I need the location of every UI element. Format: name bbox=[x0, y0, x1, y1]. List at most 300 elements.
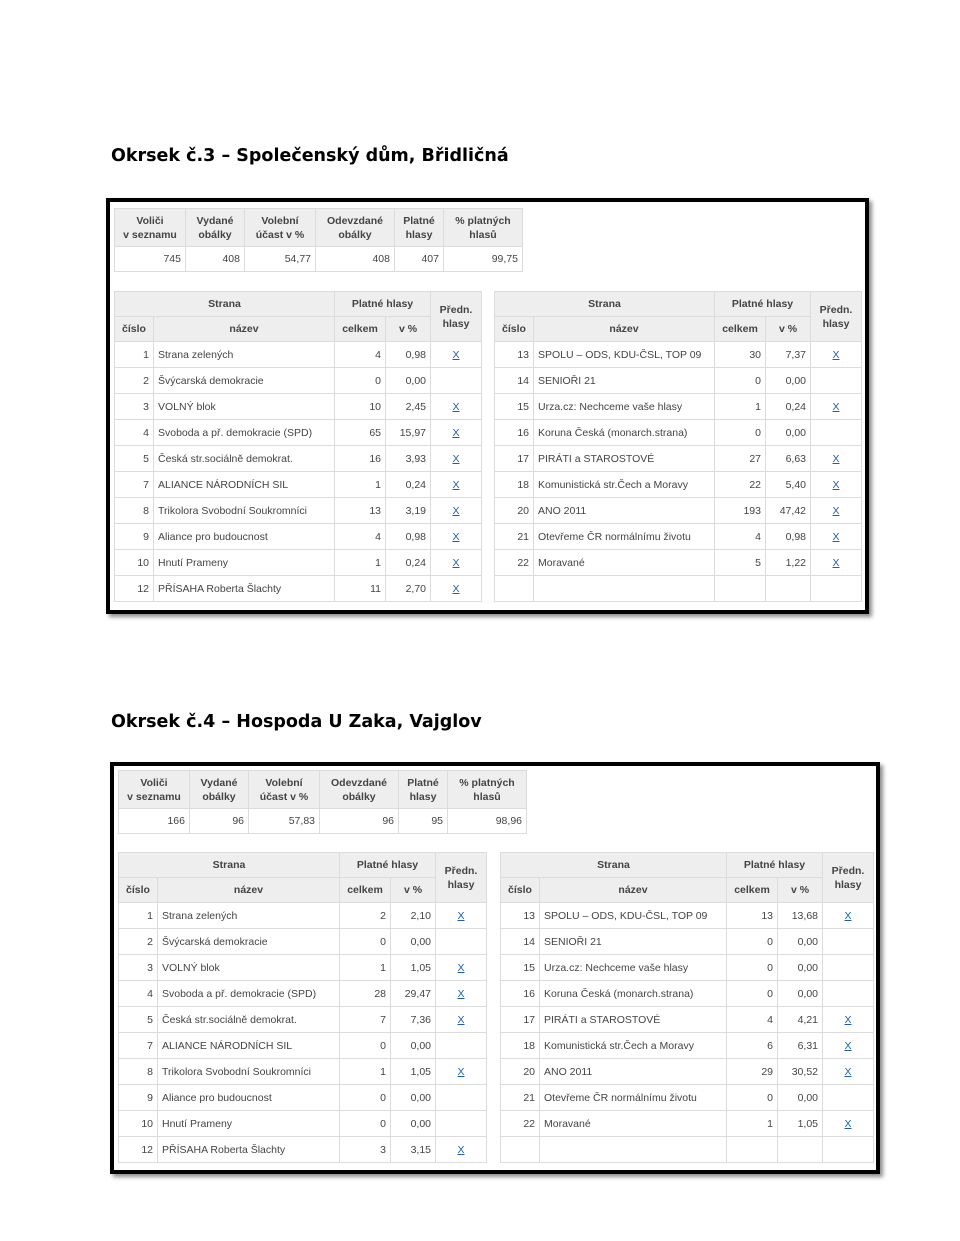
preferential-votes-link[interactable]: X bbox=[452, 530, 460, 543]
party-vote-percent: 0,00 bbox=[778, 929, 823, 955]
party-number: 22 bbox=[501, 1111, 540, 1137]
party-vote-percent: 0,98 bbox=[766, 524, 811, 550]
table-row bbox=[115, 498, 482, 524]
party-number: 18 bbox=[495, 472, 534, 498]
header-party: Strana bbox=[495, 292, 715, 317]
party-vote-percent: 0,98 bbox=[386, 524, 431, 550]
party-total-votes: 0 bbox=[335, 368, 386, 394]
header-percent: v % bbox=[778, 878, 823, 903]
table-row bbox=[119, 981, 487, 1007]
party-number: 2 bbox=[119, 929, 158, 955]
party-total-votes: 0 bbox=[340, 1085, 391, 1111]
table-row bbox=[115, 550, 482, 576]
party-table-left bbox=[114, 291, 482, 602]
party-preferential-cell bbox=[436, 903, 487, 929]
party-vote-percent: 0,00 bbox=[391, 1085, 436, 1111]
party-total-votes: 16 bbox=[335, 446, 386, 472]
party-number: 12 bbox=[115, 576, 154, 602]
party-number: 4 bbox=[119, 981, 158, 1007]
party-name: SENIOŘI 21 bbox=[540, 929, 727, 955]
party-total-votes: 1 bbox=[340, 955, 391, 981]
party-name: Švýcarská demokracie bbox=[154, 368, 335, 394]
party-preferential-cell bbox=[823, 1137, 874, 1163]
party-total-votes: 13 bbox=[727, 903, 778, 929]
party-number: 5 bbox=[119, 1007, 158, 1033]
party-vote-percent: 0,00 bbox=[391, 1033, 436, 1059]
party-name: SPOLU – ODS, KDU-ČSL, TOP 09 bbox=[540, 903, 727, 929]
party-table-right bbox=[500, 852, 874, 1163]
summary-header-valid-percent: % platných hlasů bbox=[448, 771, 527, 809]
party-name: Komunistická str.Čech a Moravy bbox=[534, 472, 715, 498]
preferential-votes-link[interactable]: X bbox=[457, 1143, 465, 1156]
header-party: Strana bbox=[501, 853, 727, 878]
preferential-votes-link[interactable]: X bbox=[452, 452, 460, 465]
party-vote-percent: 2,70 bbox=[386, 576, 431, 602]
party-total-votes: 1 bbox=[335, 550, 386, 576]
header-total: celkem bbox=[727, 878, 778, 903]
party-name: Aliance pro budoucnost bbox=[154, 524, 335, 550]
party-total-votes: 4 bbox=[335, 342, 386, 368]
party-vote-percent: 6,31 bbox=[778, 1033, 823, 1059]
party-total-votes: 10 bbox=[335, 394, 386, 420]
party-table-right bbox=[494, 291, 862, 602]
party-name: VOLNÝ blok bbox=[154, 394, 335, 420]
table-row bbox=[501, 1033, 874, 1059]
preferential-votes-link[interactable]: X bbox=[457, 961, 465, 974]
party-name: Moravané bbox=[534, 550, 715, 576]
preferential-votes-link[interactable]: X bbox=[452, 582, 460, 595]
party-number: 20 bbox=[501, 1059, 540, 1085]
party-name: SENIOŘI 21 bbox=[534, 368, 715, 394]
header-valid-votes: Platné hlasy bbox=[335, 292, 431, 317]
district-results-panel bbox=[106, 198, 869, 614]
header-number: číslo bbox=[501, 878, 540, 903]
party-number: 20 bbox=[495, 498, 534, 524]
party-name: Hnutí Prameny bbox=[154, 550, 335, 576]
party-name: PIRÁTI a STAROSTOVÉ bbox=[534, 446, 715, 472]
preferential-votes-link[interactable]: X bbox=[832, 478, 840, 491]
party-name: Koruna Česká (monarch.strana) bbox=[540, 981, 727, 1007]
party-name: ALIANCE NÁRODNÍCH SIL bbox=[158, 1033, 340, 1059]
party-number: 21 bbox=[501, 1085, 540, 1111]
preferential-votes-link[interactable]: X bbox=[452, 400, 460, 413]
party-name: Svoboda a př. demokracie (SPD) bbox=[158, 981, 340, 1007]
party-vote-percent bbox=[766, 576, 811, 602]
header-valid-votes: Platné hlasy bbox=[340, 853, 436, 878]
table-row bbox=[495, 498, 862, 524]
summary-header-envelopes-issued: Vydané obálky bbox=[186, 209, 245, 247]
preferential-votes-link[interactable]: X bbox=[844, 1117, 852, 1130]
party-preferential-cell bbox=[823, 1007, 874, 1033]
party-total-votes: 28 bbox=[340, 981, 391, 1007]
table-row bbox=[495, 576, 862, 602]
district-title: Okrsek č.3 – Společenský dům, Břidličná bbox=[111, 146, 509, 166]
summary-valid-percent: 99,75 bbox=[444, 247, 523, 272]
preferential-votes-link[interactable]: X bbox=[844, 909, 852, 922]
party-vote-percent: 3,19 bbox=[386, 498, 431, 524]
table-row bbox=[119, 929, 487, 955]
table-row bbox=[119, 1007, 487, 1033]
party-vote-percent: 2,10 bbox=[391, 903, 436, 929]
party-name: PIRÁTI a STAROSTOVÉ bbox=[540, 1007, 727, 1033]
header-preferential-votes: Předn. hlasy bbox=[431, 292, 482, 342]
party-vote-percent: 0,00 bbox=[778, 1085, 823, 1111]
party-preferential-cell bbox=[436, 1137, 487, 1163]
summary-header-registered: Voliči v seznamu bbox=[115, 209, 186, 247]
party-total-votes: 29 bbox=[727, 1059, 778, 1085]
party-name: Urza.cz: Nechceme vaše hlasy bbox=[540, 955, 727, 981]
district-title: Okrsek č.4 – Hospoda U Zaka, Vajglov bbox=[111, 712, 482, 732]
party-vote-percent: 0,00 bbox=[391, 1111, 436, 1137]
preferential-votes-link[interactable]: X bbox=[832, 556, 840, 569]
table-row bbox=[115, 446, 482, 472]
party-name: ALIANCE NÁRODNÍCH SIL bbox=[154, 472, 335, 498]
party-vote-percent: 6,63 bbox=[766, 446, 811, 472]
summary-envelopes-issued: 96 bbox=[190, 809, 249, 834]
header-number: číslo bbox=[119, 878, 158, 903]
party-preferential-cell bbox=[436, 981, 487, 1007]
summary-turnout: 57,83 bbox=[249, 809, 320, 834]
party-number: 3 bbox=[119, 955, 158, 981]
party-name: Česká str.sociálně demokrat. bbox=[154, 446, 335, 472]
preferential-votes-link[interactable]: X bbox=[844, 1065, 852, 1078]
party-name: Urza.cz: Nechceme vaše hlasy bbox=[534, 394, 715, 420]
party-total-votes: 0 bbox=[715, 420, 766, 446]
party-number: 2 bbox=[115, 368, 154, 394]
table-row bbox=[495, 524, 862, 550]
party-name: Aliance pro budoucnost bbox=[158, 1085, 340, 1111]
summary-envelopes-returned: 96 bbox=[320, 809, 399, 834]
party-preferential-cell bbox=[431, 394, 482, 420]
party-total-votes: 6 bbox=[727, 1033, 778, 1059]
preferential-votes-link[interactable]: X bbox=[832, 530, 840, 543]
party-total-votes: 4 bbox=[715, 524, 766, 550]
party-total-votes: 1 bbox=[715, 394, 766, 420]
party-total-votes: 1 bbox=[727, 1111, 778, 1137]
summary-valid-percent: 98,96 bbox=[448, 809, 527, 834]
table-row bbox=[501, 955, 874, 981]
preferential-votes-link[interactable]: X bbox=[457, 909, 465, 922]
party-total-votes bbox=[727, 1137, 778, 1163]
party-name: Česká str.sociálně demokrat. bbox=[158, 1007, 340, 1033]
party-number bbox=[495, 576, 534, 602]
party-number: 12 bbox=[119, 1137, 158, 1163]
party-preferential-cell bbox=[431, 342, 482, 368]
table-row bbox=[119, 1085, 487, 1111]
party-preferential-cell bbox=[436, 1059, 487, 1085]
summary-table bbox=[118, 770, 527, 834]
party-name: Trikolora Svobodní Soukromníci bbox=[158, 1059, 340, 1085]
header-number: číslo bbox=[495, 317, 534, 342]
table-row bbox=[115, 368, 482, 394]
party-preferential-cell bbox=[436, 1085, 487, 1111]
party-vote-percent: 0,00 bbox=[778, 955, 823, 981]
party-total-votes: 1 bbox=[335, 472, 386, 498]
party-preferential-cell bbox=[823, 1059, 874, 1085]
preferential-votes-link[interactable]: X bbox=[832, 452, 840, 465]
party-vote-percent: 0,00 bbox=[386, 368, 431, 394]
party-number: 10 bbox=[115, 550, 154, 576]
party-total-votes: 5 bbox=[715, 550, 766, 576]
party-name: Otevřeme ČR normálnímu životu bbox=[534, 524, 715, 550]
preferential-votes-link[interactable]: X bbox=[457, 1065, 465, 1078]
preferential-votes-link[interactable]: X bbox=[832, 400, 840, 413]
header-percent: v % bbox=[766, 317, 811, 342]
party-vote-percent: 7,37 bbox=[766, 342, 811, 368]
summary-header-envelopes-returned: Odevzdané obálky bbox=[316, 209, 395, 247]
party-total-votes: 0 bbox=[340, 1033, 391, 1059]
preferential-votes-link[interactable]: X bbox=[832, 348, 840, 361]
party-total-votes: 0 bbox=[340, 1111, 391, 1137]
party-table-left bbox=[118, 852, 487, 1163]
summary-valid-votes: 407 bbox=[395, 247, 444, 272]
party-number: 8 bbox=[119, 1059, 158, 1085]
party-number: 22 bbox=[495, 550, 534, 576]
party-name bbox=[534, 576, 715, 602]
party-preferential-cell bbox=[436, 1033, 487, 1059]
summary-header-turnout: Volební účast v % bbox=[245, 209, 316, 247]
party-preferential-cell bbox=[811, 524, 862, 550]
preferential-votes-link[interactable]: X bbox=[452, 504, 460, 517]
table-row bbox=[115, 576, 482, 602]
header-valid-votes: Platné hlasy bbox=[715, 292, 811, 317]
party-preferential-cell bbox=[431, 472, 482, 498]
header-number: číslo bbox=[115, 317, 154, 342]
party-preferential-cell bbox=[823, 1085, 874, 1111]
party-vote-percent: 3,93 bbox=[386, 446, 431, 472]
party-number: 17 bbox=[495, 446, 534, 472]
party-number: 1 bbox=[119, 903, 158, 929]
party-number: 18 bbox=[501, 1033, 540, 1059]
party-total-votes: 7 bbox=[340, 1007, 391, 1033]
party-vote-percent: 30,52 bbox=[778, 1059, 823, 1085]
table-row bbox=[115, 420, 482, 446]
header-preferential-votes: Předn. hlasy bbox=[823, 853, 874, 903]
preferential-votes-link[interactable]: X bbox=[832, 504, 840, 517]
party-vote-percent: 4,21 bbox=[778, 1007, 823, 1033]
party-preferential-cell bbox=[811, 576, 862, 602]
summary-header-turnout: Volební účast v % bbox=[249, 771, 320, 809]
party-number: 16 bbox=[495, 420, 534, 446]
party-preferential-cell bbox=[811, 342, 862, 368]
party-preferential-cell bbox=[823, 903, 874, 929]
table-row bbox=[119, 1033, 487, 1059]
party-name: Svoboda a př. demokracie (SPD) bbox=[154, 420, 335, 446]
party-number: 14 bbox=[495, 368, 534, 394]
party-number bbox=[501, 1137, 540, 1163]
party-total-votes: 11 bbox=[335, 576, 386, 602]
party-number: 1 bbox=[115, 342, 154, 368]
table-row bbox=[501, 1007, 874, 1033]
party-name: Strana zelených bbox=[158, 903, 340, 929]
party-vote-percent: 47,42 bbox=[766, 498, 811, 524]
party-total-votes: 2 bbox=[340, 903, 391, 929]
party-name: Otevřeme ČR normálnímu životu bbox=[540, 1085, 727, 1111]
party-total-votes: 22 bbox=[715, 472, 766, 498]
summary-table bbox=[114, 208, 523, 272]
party-vote-percent: 3,15 bbox=[391, 1137, 436, 1163]
party-total-votes bbox=[715, 576, 766, 602]
party-preferential-cell bbox=[431, 550, 482, 576]
preferential-votes-link[interactable]: X bbox=[452, 556, 460, 569]
party-preferential-cell bbox=[431, 498, 482, 524]
party-preferential-cell bbox=[823, 1033, 874, 1059]
table-row bbox=[115, 394, 482, 420]
table-row bbox=[495, 550, 862, 576]
party-preferential-cell bbox=[431, 420, 482, 446]
party-number: 8 bbox=[115, 498, 154, 524]
table-row bbox=[119, 903, 487, 929]
summary-envelopes-returned: 408 bbox=[316, 247, 395, 272]
party-number: 5 bbox=[115, 446, 154, 472]
party-total-votes: 4 bbox=[727, 1007, 778, 1033]
party-number: 15 bbox=[495, 394, 534, 420]
party-name: Strana zelených bbox=[154, 342, 335, 368]
preferential-votes-link[interactable]: X bbox=[844, 1013, 852, 1026]
district-results-panel bbox=[110, 762, 880, 1174]
party-number: 9 bbox=[119, 1085, 158, 1111]
header-name: název bbox=[534, 317, 715, 342]
party-name bbox=[540, 1137, 727, 1163]
party-vote-percent: 0,00 bbox=[766, 420, 811, 446]
table-row bbox=[115, 524, 482, 550]
summary-header-valid-percent: % platných hlasů bbox=[444, 209, 523, 247]
party-total-votes: 13 bbox=[335, 498, 386, 524]
table-row bbox=[119, 955, 487, 981]
table-row bbox=[119, 1137, 487, 1163]
preferential-votes-link[interactable]: X bbox=[452, 478, 460, 491]
party-number: 3 bbox=[115, 394, 154, 420]
table-row bbox=[495, 472, 862, 498]
header-name: název bbox=[158, 878, 340, 903]
table-row bbox=[495, 446, 862, 472]
party-vote-percent: 0,00 bbox=[391, 929, 436, 955]
table-row bbox=[495, 394, 862, 420]
party-total-votes: 0 bbox=[727, 1085, 778, 1111]
party-total-votes: 0 bbox=[727, 955, 778, 981]
party-preferential-cell bbox=[431, 368, 482, 394]
party-name: VOLNÝ blok bbox=[158, 955, 340, 981]
party-vote-percent: 2,45 bbox=[386, 394, 431, 420]
party-preferential-cell bbox=[823, 929, 874, 955]
party-preferential-cell bbox=[811, 368, 862, 394]
party-preferential-cell bbox=[823, 955, 874, 981]
party-vote-percent: 1,05 bbox=[391, 955, 436, 981]
party-preferential-cell bbox=[811, 472, 862, 498]
preferential-votes-link[interactable]: X bbox=[844, 1039, 852, 1052]
party-name: Trikolora Svobodní Soukromníci bbox=[154, 498, 335, 524]
party-vote-percent: 1,22 bbox=[766, 550, 811, 576]
party-number: 14 bbox=[501, 929, 540, 955]
party-total-votes: 1 bbox=[340, 1059, 391, 1085]
header-valid-votes: Platné hlasy bbox=[727, 853, 823, 878]
header-total: celkem bbox=[340, 878, 391, 903]
party-vote-percent: 1,05 bbox=[391, 1059, 436, 1085]
summary-header-envelopes-returned: Odevzdané obálky bbox=[320, 771, 399, 809]
party-preferential-cell bbox=[431, 576, 482, 602]
header-party: Strana bbox=[115, 292, 335, 317]
table-row bbox=[495, 420, 862, 446]
party-total-votes: 193 bbox=[715, 498, 766, 524]
party-total-votes: 0 bbox=[727, 929, 778, 955]
party-total-votes: 0 bbox=[715, 368, 766, 394]
party-number: 16 bbox=[501, 981, 540, 1007]
table-row bbox=[119, 1111, 487, 1137]
table-row bbox=[115, 342, 482, 368]
party-name: Hnutí Prameny bbox=[158, 1111, 340, 1137]
party-number: 4 bbox=[115, 420, 154, 446]
party-name: Komunistická str.Čech a Moravy bbox=[540, 1033, 727, 1059]
party-number: 7 bbox=[115, 472, 154, 498]
summary-header-envelopes-issued: Vydané obálky bbox=[190, 771, 249, 809]
party-number: 15 bbox=[501, 955, 540, 981]
party-total-votes: 27 bbox=[715, 446, 766, 472]
party-vote-percent: 0,24 bbox=[386, 550, 431, 576]
summary-registered: 745 bbox=[115, 247, 186, 272]
party-vote-percent: 7,36 bbox=[391, 1007, 436, 1033]
preferential-votes-link[interactable]: X bbox=[457, 987, 465, 1000]
party-name: ANO 2011 bbox=[534, 498, 715, 524]
party-name: PŘÍSAHA Roberta Šlachty bbox=[158, 1137, 340, 1163]
header-preferential-votes: Předn. hlasy bbox=[811, 292, 862, 342]
table-row bbox=[501, 903, 874, 929]
party-number: 7 bbox=[119, 1033, 158, 1059]
summary-header-valid-votes: Platné hlasy bbox=[399, 771, 448, 809]
party-vote-percent: 0,00 bbox=[778, 981, 823, 1007]
table-row bbox=[501, 1137, 874, 1163]
summary-valid-votes: 95 bbox=[399, 809, 448, 834]
party-vote-percent: 0,98 bbox=[386, 342, 431, 368]
party-preferential-cell bbox=[436, 1111, 487, 1137]
table-row bbox=[495, 342, 862, 368]
party-preferential-cell bbox=[811, 420, 862, 446]
table-row bbox=[501, 981, 874, 1007]
header-party: Strana bbox=[119, 853, 340, 878]
party-vote-percent: 0,24 bbox=[386, 472, 431, 498]
table-row bbox=[501, 1111, 874, 1137]
party-preferential-cell bbox=[811, 550, 862, 576]
party-vote-percent bbox=[778, 1137, 823, 1163]
preferential-votes-link[interactable]: X bbox=[452, 348, 460, 361]
party-number: 13 bbox=[495, 342, 534, 368]
party-number: 13 bbox=[501, 903, 540, 929]
party-preferential-cell bbox=[811, 394, 862, 420]
summary-header-registered: Voliči v seznamu bbox=[119, 771, 190, 809]
party-vote-percent: 29,47 bbox=[391, 981, 436, 1007]
header-percent: v % bbox=[386, 317, 431, 342]
party-vote-percent: 1,05 bbox=[778, 1111, 823, 1137]
header-name: název bbox=[154, 317, 335, 342]
header-percent: v % bbox=[391, 878, 436, 903]
party-name: Švýcarská demokracie bbox=[158, 929, 340, 955]
header-preferential-votes: Předn. hlasy bbox=[436, 853, 487, 903]
party-number: 21 bbox=[495, 524, 534, 550]
summary-envelopes-issued: 408 bbox=[186, 247, 245, 272]
header-total: celkem bbox=[715, 317, 766, 342]
party-preferential-cell bbox=[436, 955, 487, 981]
table-row bbox=[501, 1059, 874, 1085]
party-total-votes: 4 bbox=[335, 524, 386, 550]
table-row bbox=[501, 1085, 874, 1111]
party-preferential-cell bbox=[436, 929, 487, 955]
preferential-votes-link[interactable]: X bbox=[457, 1013, 465, 1026]
header-name: název bbox=[540, 878, 727, 903]
party-name: SPOLU – ODS, KDU-ČSL, TOP 09 bbox=[534, 342, 715, 368]
table-row bbox=[115, 472, 482, 498]
preferential-votes-link[interactable]: X bbox=[452, 426, 460, 439]
party-preferential-cell bbox=[436, 1007, 487, 1033]
party-vote-percent: 13,68 bbox=[778, 903, 823, 929]
